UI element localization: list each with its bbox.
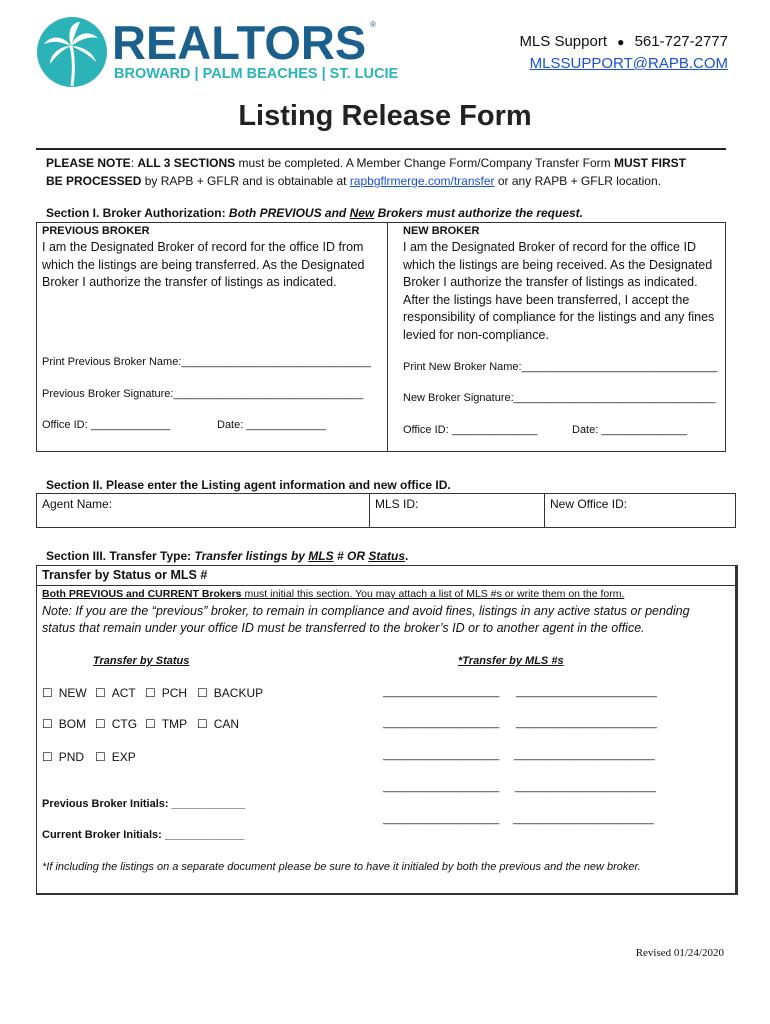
status-checkbox[interactable] — [197, 686, 263, 700]
status-checkbox-label: NEW — [58, 686, 87, 700]
section3-heading-status: Status — [368, 549, 406, 563]
section2-divider-1 — [369, 493, 370, 528]
current-broker-initials-field[interactable]: Current Broker Initials: _____________ — [42, 829, 245, 841]
checkbox-icon[interactable]: ☐ — [197, 717, 208, 731]
logo-wordmark: REALTORS — [112, 16, 367, 69]
both-brokers-line — [42, 588, 624, 600]
note-colon: : — [130, 156, 138, 170]
must-first: MUST FIRST — [613, 156, 686, 170]
previous-office-id-field[interactable]: Office ID: _____________ — [42, 419, 171, 431]
mls-number-field[interactable]: ___________________ — [383, 749, 500, 761]
mls-number-field[interactable]: ___________________ — [383, 686, 500, 698]
new-broker-name-field[interactable]: Print New Broker Name:________________________________ — [403, 361, 718, 373]
new-office-id-input[interactable]: New Office ID: — [550, 497, 628, 511]
both-brokers-bold: Both PREVIOUS and CURRENT Brokers — [42, 588, 242, 600]
status-checkbox-label: PND — [58, 750, 85, 764]
new-office-id-field[interactable]: Office ID: ______________ — [403, 424, 538, 436]
new-broker-label: NEW BROKER — [403, 225, 480, 237]
section1-heading-new: New — [349, 206, 375, 220]
checkbox-icon[interactable]: ☐ — [197, 686, 208, 700]
checkbox-icon[interactable]: ☐ — [42, 717, 53, 731]
palm-tree-icon — [36, 16, 108, 88]
status-checkbox-label: CTG — [111, 717, 138, 731]
section1-column-divider — [387, 222, 388, 452]
logo-subtitle: BROWARD | PALM BEACHES | ST. LUCIE — [114, 66, 399, 82]
new-date-field[interactable]: Date: ______________ — [572, 424, 687, 436]
be-processed: BE PROCESSED — [46, 174, 142, 188]
mls-number-field[interactable]: ___________________ — [383, 717, 500, 729]
mls-number-field[interactable]: _______________________ — [516, 686, 657, 698]
note-text1: must be completed. A Member Change Form/Company Transfer Form — [235, 156, 614, 170]
status-checkbox-label: BOM — [58, 717, 87, 731]
section3-heading-ital2: # OR — [333, 549, 369, 563]
checkbox-icon[interactable]: ☐ — [95, 717, 106, 731]
previous-broker-text: I am the Designated Broker of record for the office ID from which the listings are being transferred. As the Designated Broker I authorize the transfer of listings as indicated. — [42, 240, 365, 289]
transfer-link[interactable]: rapbgflrmerge.com/transfer — [349, 174, 495, 188]
section1-heading-ital1: Both PREVIOUS and — [228, 206, 350, 220]
please-note-label: PLEASE NOTE — [46, 156, 131, 170]
section3-heading-mls: MLS — [308, 549, 334, 563]
mls-number-field[interactable]: ___________________ — [383, 781, 500, 793]
status-checkbox[interactable] — [42, 686, 87, 700]
status-checkbox[interactable] — [95, 717, 137, 731]
page-title: Listing Release Form — [238, 100, 532, 132]
mls-number-field[interactable]: _______________________ — [515, 781, 656, 793]
transfer-by-status-header: Transfer by Status — [93, 655, 190, 667]
section3-heading — [46, 549, 408, 563]
support-email-link[interactable]: MLSSUPPORT@RAPB.COM — [529, 55, 728, 72]
mls-number-field[interactable]: ___________________ — [383, 813, 500, 825]
section1-heading — [46, 206, 583, 220]
support-label: MLS Support — [519, 33, 607, 50]
status-checkbox[interactable] — [42, 717, 86, 731]
logo-registered-mark: ® — [370, 20, 376, 29]
section3-title-underline — [36, 585, 736, 586]
checkbox-icon[interactable]: ☐ — [42, 686, 53, 700]
new-broker-text: I am the Designated Broker of record for the office ID which the listings are being received. As the Designated Broker I authorize the transfer of listings as indicated. After the listings have been transferred, I accept the responsibility of compliance for the listings and any fines levied for non-compliance. — [403, 240, 715, 342]
section2-divider-2 — [544, 493, 545, 528]
status-checkbox[interactable] — [145, 717, 187, 731]
checkbox-icon[interactable]: ☐ — [95, 750, 106, 764]
checkbox-icon[interactable]: ☐ — [42, 750, 53, 764]
mls-number-field[interactable]: _______________________ — [516, 717, 657, 729]
status-checkbox-label: TMP — [161, 717, 188, 731]
status-checkbox-label: ACT — [111, 686, 136, 700]
status-checkbox[interactable] — [145, 686, 187, 700]
mls-number-field[interactable]: _______________________ — [513, 813, 654, 825]
transfer-by-mls-header: *Transfer by MLS #s — [458, 655, 564, 667]
please-note — [46, 154, 736, 190]
previous-broker-initials-field[interactable]: Previous Broker Initials: ____________ — [42, 798, 246, 810]
section1-heading-plain: Section I. Broker Authorization: — [46, 206, 229, 220]
section3-heading-end: . — [405, 549, 409, 563]
previous-broker-signature-field[interactable]: Previous Broker Signature:_______________________________ — [42, 388, 364, 400]
bullet-icon: ● — [617, 35, 625, 49]
mls-id-field[interactable]: MLS ID: — [375, 497, 419, 511]
support-phone: 561-727-2777 — [634, 33, 728, 50]
checkbox-icon[interactable]: ☐ — [145, 717, 156, 731]
mls-number-field[interactable]: _______________________ — [514, 749, 655, 761]
section2-heading: Section II. Please enter the Listing agent information and new office ID. — [46, 478, 451, 492]
status-checkbox-label: CAN — [213, 717, 240, 731]
status-checkbox[interactable] — [95, 750, 136, 764]
previous-date-field[interactable]: Date: _____________ — [217, 419, 326, 431]
status-checkbox-label: BACKUP — [213, 686, 264, 700]
status-checkbox-label: PCH — [161, 686, 188, 700]
separate-document-footnote: *If including the listings on a separate document please be sure to have it initialed by both the previous and the new broker. — [42, 861, 641, 873]
status-checkbox[interactable] — [197, 717, 239, 731]
previous-broker-label: PREVIOUS BROKER — [42, 225, 150, 237]
section3-box-title: Transfer by Status or MLS # — [42, 568, 208, 582]
both-brokers-rest: must initial this section. You may attach a list of MLS #s or write them on the form. — [241, 588, 625, 600]
new-broker-signature-field[interactable]: New Broker Signature:_________________________________ — [403, 392, 716, 404]
all-sections: ALL 3 SECTIONS — [137, 156, 236, 170]
checkbox-icon[interactable]: ☐ — [145, 686, 156, 700]
section1-heading-ital2: Brokers must authorize the request. — [374, 206, 583, 220]
status-checkbox[interactable] — [95, 686, 136, 700]
agent-name-field[interactable]: Agent Name: — [42, 497, 113, 511]
previous-broker-name-field[interactable]: Print Previous Broker Name:_______________________________ — [42, 356, 372, 368]
compliance-note: Note: If you are the “previous” broker, to remain in compliance and avoid fines, listings in any active status or pending status that remain under your office ID must be transferred to the broker’s ID or to another agent in the office. — [42, 604, 690, 635]
section3-heading-plain: Section III. Transfer Type: — [46, 549, 195, 563]
note-text2: by RAPB + GFLR and is obtainable at — [141, 174, 350, 188]
status-checkbox[interactable] — [42, 750, 84, 764]
section3-heading-ital1: Transfer listings by — [194, 549, 309, 563]
support-line — [519, 33, 728, 50]
status-checkbox-label: EXP — [111, 750, 136, 764]
title-divider — [36, 148, 726, 150]
logo — [36, 16, 399, 86]
revised-date: Revised 01/24/2020 — [635, 947, 724, 959]
checkbox-icon[interactable]: ☐ — [95, 686, 106, 700]
note-text3: or any RAPB + GFLR location. — [494, 174, 661, 188]
